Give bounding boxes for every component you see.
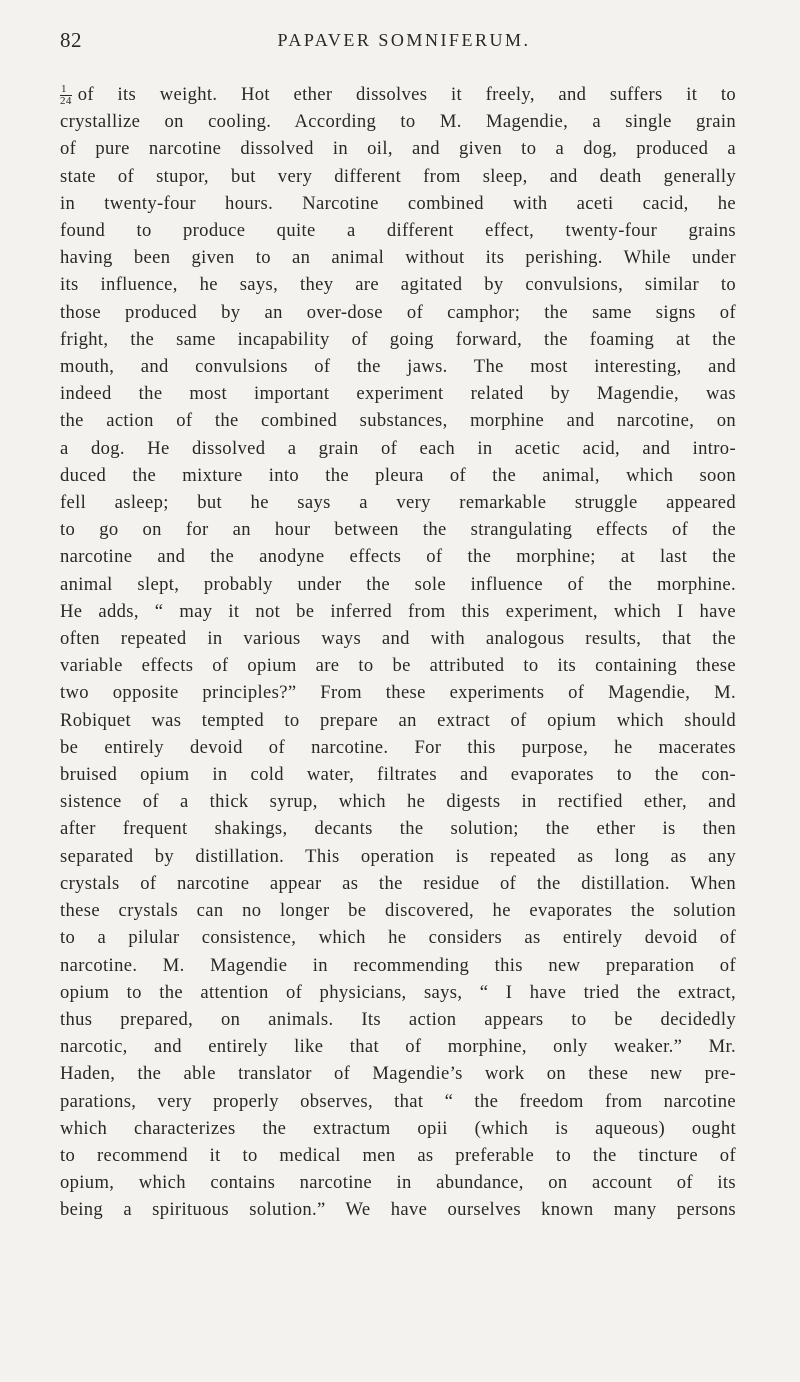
text-line: narcotine and the anodyne effects of the morphine; at last the bbox=[60, 546, 736, 568]
text-line: separated by distillation. This operation is repeated as long as any bbox=[60, 845, 736, 867]
text-line: often repeated in various ways and with analogous results, that the bbox=[60, 628, 736, 650]
text-line: variable effects of opium are to be attributed to its containing these bbox=[60, 655, 736, 677]
text-line: to a pilular consistence, which he considers as entirely devoid of bbox=[60, 927, 736, 949]
text-line: crystals of narcotine appear as the residue of the distillation. When bbox=[60, 872, 736, 894]
fraction-denominator: 24 bbox=[60, 95, 72, 108]
text-line: indeed the most important experiment related by Magendie, was bbox=[60, 383, 736, 405]
text-line: fright, the same incapability of going forward, the foaming at the bbox=[60, 328, 736, 350]
text-line: a dog. He dissolved a grain of each in acetic acid, and intro- bbox=[60, 437, 736, 459]
text-line: after frequent shakings, decants the solution; the ether is then bbox=[60, 818, 736, 840]
text-line: fell asleep; but he says a very remarkable struggle appeared bbox=[60, 492, 736, 514]
text-line: its influence, he says, they are agitated by convulsions, similar to bbox=[60, 274, 736, 296]
text-line: to recommend it to medical men as preferable to the tincture of bbox=[60, 1144, 736, 1166]
text-line: parations, very properly observes, that “ the freedom from narcotine bbox=[60, 1090, 736, 1112]
text-line: being a spirituous solution.” We have ourselves known many persons bbox=[60, 1199, 736, 1221]
text-line: mouth, and convulsions of the jaws. The most interesting, and bbox=[60, 356, 736, 378]
text-line: of pure narcotine dissolved in oil, and given to a dog, produced a bbox=[60, 138, 736, 160]
text-line: having been given to an animal without its perishing. While under bbox=[60, 247, 736, 269]
text-line: those produced by an over-dose of camphor; the same signs of bbox=[60, 301, 736, 323]
text-line: animal slept, probably under the sole influence of the morphine. bbox=[60, 573, 736, 595]
text-line: found to produce quite a different effect, twenty-four grains bbox=[60, 220, 736, 242]
text-line: crystallize on cooling. According to M. Magendie, a single grain bbox=[60, 111, 736, 133]
text-line: be entirely devoid of narcotine. For this purpose, he macerates bbox=[60, 736, 736, 758]
text-line-content: of its weight. Hot ether dissolves it freely, and suffers it to bbox=[77, 84, 736, 105]
text-line: narcotic, and entirely like that of morphine, only weaker.” Mr. bbox=[60, 1036, 736, 1058]
page-header bbox=[60, 28, 748, 58]
text-line: He adds, “ may it not be inferred from this experiment, which I have bbox=[60, 600, 736, 622]
page-number: 82 bbox=[60, 28, 82, 52]
body-text bbox=[60, 81, 736, 1224]
text-line: these crystals can no longer be discovered, he evaporates the solution bbox=[60, 900, 736, 922]
text-line: thus prepared, on animals. Its action appears to be decidedly bbox=[60, 1008, 736, 1030]
text-line bbox=[60, 81, 736, 108]
text-line: opium, which contains narcotine in abundance, on account of its bbox=[60, 1172, 736, 1194]
text-line: bruised opium in cold water, filtrates and evaporates to the con- bbox=[60, 764, 736, 786]
running-title: PAPAVER SOMNIFERUM. bbox=[277, 30, 531, 50]
fraction bbox=[60, 84, 72, 107]
text-line: narcotine. M. Magendie in recommending this new preparation of bbox=[60, 954, 736, 976]
text-line: to go on for an hour between the strangulating effects of the bbox=[60, 519, 736, 541]
text-line: in twenty-four hours. Narcotine combined with aceti cacid, he bbox=[60, 192, 736, 214]
fraction-numerator: 1 bbox=[60, 84, 72, 96]
text-line: Robiquet was tempted to prepare an extract of opium which should bbox=[60, 709, 736, 731]
text-line: opium to the attention of physicians, says, “ I have tried the extract, bbox=[60, 981, 736, 1003]
text-line: two opposite principles?” From these experiments of Magendie, M. bbox=[60, 682, 736, 704]
text-line: sistence of a thick syrup, which he digests in rectified ether, and bbox=[60, 791, 736, 813]
text-line: duced the mixture into the pleura of the animal, which soon bbox=[60, 464, 736, 486]
text-line: which characterizes the extractum opii (which is aqueous) ought bbox=[60, 1117, 736, 1139]
text-line: Haden, the able translator of Magendie’s work on these new pre- bbox=[60, 1063, 736, 1085]
text-line: state of stupor, but very different from sleep, and death generally bbox=[60, 165, 736, 187]
text-line: the action of the combined substances, morphine and narcotine, on bbox=[60, 410, 736, 432]
